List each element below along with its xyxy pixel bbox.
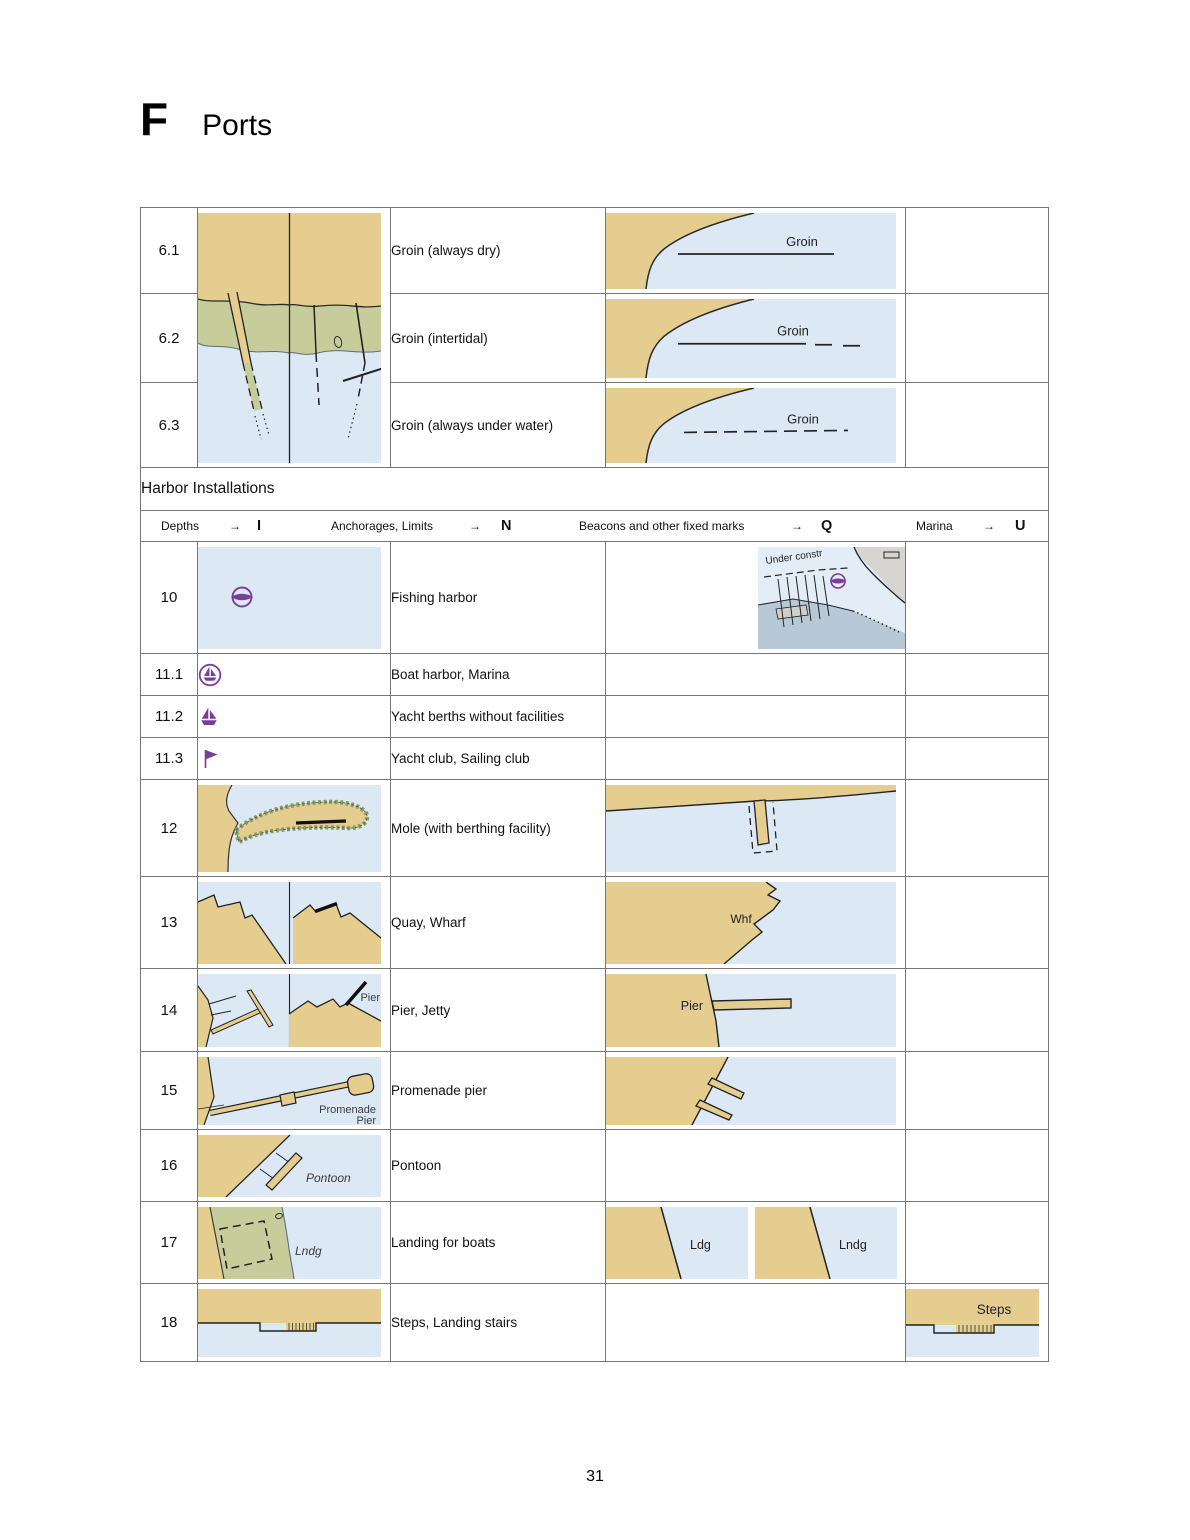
promenade-pier-diagram — [198, 1057, 381, 1125]
crossref-target: Q — [821, 518, 833, 534]
row-number: 18 — [141, 1284, 198, 1362]
row-number: 15 — [141, 1052, 198, 1130]
table-row — [141, 542, 1049, 654]
empty-cell — [606, 654, 906, 696]
boat-harbor-icon — [198, 663, 222, 687]
section-letter: F — [140, 93, 169, 145]
row-description: Pier, Jetty — [391, 969, 606, 1052]
crossref-row — [141, 511, 1049, 542]
jetties-chart-example — [606, 1057, 896, 1125]
pontoon-label: Pontoon — [306, 1170, 351, 1185]
row-number: 11.3 — [141, 738, 198, 780]
groin-dry-example-cell — [606, 208, 906, 294]
row-description: Boat harbor, Marina — [391, 654, 606, 696]
yacht-berth-symbol-cell — [198, 696, 391, 738]
empty-cell — [906, 1130, 1049, 1202]
row-number: 6.3 — [141, 383, 198, 468]
under-constr-label: Under constr — [764, 547, 824, 567]
groin-symbol-cell — [198, 208, 391, 468]
row-number: 16 — [141, 1130, 198, 1202]
steps-diagram — [198, 1289, 381, 1357]
boat-harbor-symbol-cell — [198, 654, 391, 696]
promenade-label-line2: Pier — [356, 1114, 376, 1125]
mole-diagram — [198, 785, 381, 872]
landing-example-cell — [606, 1202, 906, 1284]
row-description: Quay, Wharf — [391, 877, 606, 969]
table-row — [141, 780, 1049, 877]
mole-chart-example — [606, 785, 896, 872]
crossref-cell — [141, 511, 1049, 542]
landing-diagram — [198, 1207, 381, 1279]
table-row — [141, 1052, 1049, 1130]
arrow-icon: → — [791, 519, 803, 533]
section-header-row — [141, 468, 1049, 511]
section-title: Ports — [202, 109, 273, 142]
empty-cell — [906, 877, 1049, 969]
row-description: Steps, Landing stairs — [391, 1284, 606, 1362]
groin-intertidal-example-cell — [606, 294, 906, 383]
empty-cell — [906, 696, 1049, 738]
lndg-chart-example — [755, 1207, 897, 1279]
empty-cell — [906, 654, 1049, 696]
fishing-harbor-example-cell — [606, 542, 906, 654]
row-number: 11.1 — [141, 654, 198, 696]
pontoon-diagram — [198, 1135, 381, 1197]
groin-underwater-example — [606, 388, 896, 463]
row-number: 17 — [141, 1202, 198, 1284]
sailboat-icon — [198, 706, 220, 728]
promenade-pier-symbol-cell — [198, 1052, 391, 1130]
mole-symbol-cell — [198, 780, 391, 877]
lndg-label: Lndg — [295, 1243, 322, 1258]
empty-cell — [606, 696, 906, 738]
groin-dry-example — [606, 213, 896, 289]
row-description: Groin (always dry) — [391, 208, 606, 294]
table-row — [141, 969, 1049, 1052]
row-description: Fishing harbor — [391, 542, 606, 654]
pier-example-cell — [606, 969, 906, 1052]
row-description: Yacht club, Sailing club — [391, 738, 606, 780]
row-number: 13 — [141, 877, 198, 969]
empty-cell — [606, 1284, 906, 1362]
table-row — [141, 696, 1049, 738]
crossref-label: Anchorages, Limits — [331, 519, 434, 533]
table-row — [141, 1202, 1049, 1284]
promenade-label-line1: Promenade — [319, 1103, 376, 1116]
row-number: 6.1 — [141, 208, 198, 294]
empty-cell — [606, 738, 906, 780]
page-number: 31 — [586, 1468, 604, 1485]
pier-label: Pier — [680, 998, 703, 1013]
pennant-flag-icon — [198, 748, 220, 770]
row-description: Groin (always under water) — [391, 383, 606, 468]
groin-coast-diagram — [198, 213, 381, 463]
table-row — [141, 738, 1049, 780]
quay-diagram — [198, 882, 381, 964]
fishing-harbor-symbol-cell — [198, 542, 391, 654]
empty-cell — [906, 1052, 1049, 1130]
wharf-chart-example — [606, 882, 896, 964]
crossref-target: U — [1015, 518, 1026, 534]
row-number: 11.2 — [141, 696, 198, 738]
pier-chart-example — [606, 974, 896, 1047]
empty-cell — [906, 542, 1049, 654]
arrow-icon: → — [983, 519, 995, 533]
crossref-label: Beacons and other fixed marks — [579, 519, 745, 533]
groin-label: Groin — [777, 322, 809, 338]
groin-intertidal-example — [606, 299, 896, 378]
arrow-icon: → — [229, 519, 241, 533]
section-header: Harbor Installations — [141, 468, 1049, 511]
empty-cell — [606, 1130, 906, 1202]
lndg-label: Lndg — [839, 1237, 867, 1252]
row-description: Promenade pier — [391, 1052, 606, 1130]
row-number: 12 — [141, 780, 198, 877]
pontoon-symbol-cell — [198, 1130, 391, 1202]
empty-cell — [906, 383, 1049, 468]
fishing-harbor-icon — [198, 547, 381, 649]
row-number: 14 — [141, 969, 198, 1052]
arrow-icon: → — [469, 519, 481, 533]
row-description: Pontoon — [391, 1130, 606, 1202]
steps-example-cell — [906, 1284, 1049, 1362]
row-description: Landing for boats — [391, 1202, 606, 1284]
table-row — [141, 208, 1049, 294]
row-description: Groin (intertidal) — [391, 294, 606, 383]
pier-diagram — [198, 974, 381, 1047]
wharf-example-cell — [606, 877, 906, 969]
page-title — [140, 92, 272, 146]
fishing-harbor-chart-example — [758, 547, 905, 649]
empty-cell — [906, 1202, 1049, 1284]
crossref-label: Depths — [161, 519, 200, 533]
groin-label: Groin — [787, 411, 819, 427]
row-description: Yacht berths without facilities — [391, 696, 606, 738]
crossref-list — [141, 512, 1048, 540]
whf-label: Whf — [730, 911, 752, 926]
empty-cell — [906, 208, 1049, 294]
row-description: Mole (with berthing facility) — [391, 780, 606, 877]
landing-symbol-cell — [198, 1202, 391, 1284]
row-number: 6.2 — [141, 294, 198, 383]
table-row — [141, 654, 1049, 696]
empty-cell — [906, 294, 1049, 383]
row-number: 10 — [141, 542, 198, 654]
crossref-target: N — [501, 518, 512, 534]
symbol-table — [140, 207, 1049, 1362]
crossref-target: I — [257, 518, 262, 534]
pier-symbol-cell — [198, 969, 391, 1052]
table-row — [141, 1284, 1049, 1362]
groin-label: Groin — [786, 233, 818, 249]
ldg-chart-example — [606, 1207, 748, 1279]
steps-chart-example — [906, 1289, 1039, 1357]
steps-label: Steps — [976, 1301, 1012, 1317]
table-row — [141, 877, 1049, 969]
table-row — [141, 1130, 1049, 1202]
groin-underwater-example-cell — [606, 383, 906, 468]
empty-cell — [906, 969, 1049, 1052]
crossref-label: Marina — [916, 519, 953, 533]
ldg-label: Ldg — [690, 1237, 711, 1252]
steps-symbol-cell — [198, 1284, 391, 1362]
yacht-club-symbol-cell — [198, 738, 391, 780]
empty-cell — [906, 738, 1049, 780]
mole-example-cell — [606, 780, 906, 877]
quay-symbol-cell — [198, 877, 391, 969]
pier-label: Pier — [360, 991, 380, 1004]
jetties-example-cell — [606, 1052, 906, 1130]
empty-cell — [906, 780, 1049, 877]
